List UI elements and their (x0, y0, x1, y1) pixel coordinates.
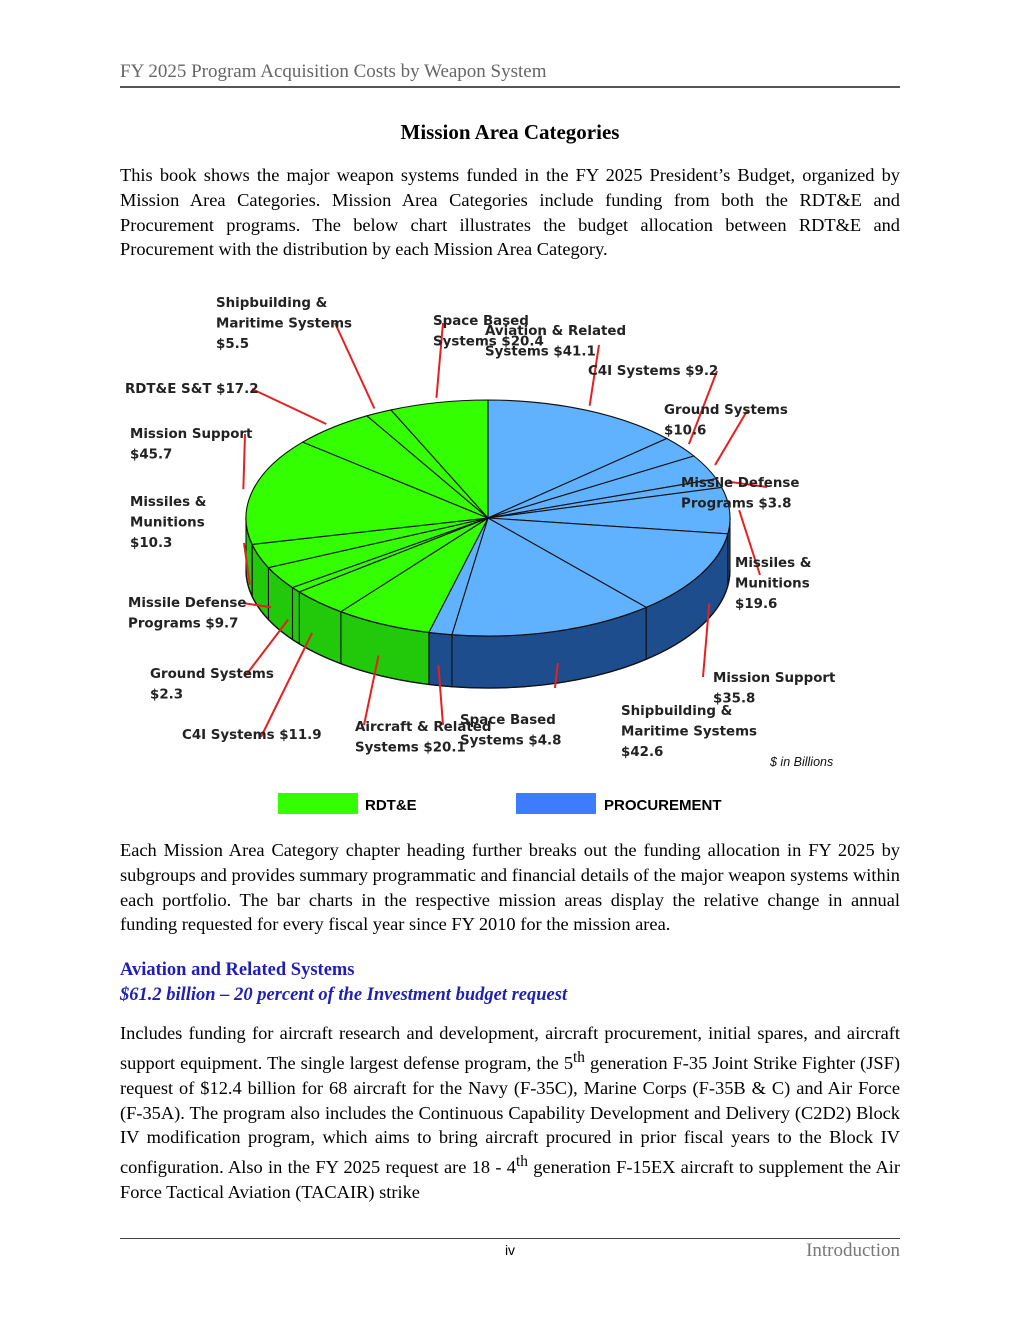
slice-label-rdtande-missiles-and-munitions: Missiles & Munitions $10.3 (130, 495, 207, 551)
leader-line-rdtande-c4i-systems (261, 633, 312, 737)
header-title: FY 2025 Program Acquisition Costs by Weapon System (120, 61, 547, 82)
footer-section-name: Introduction (806, 1240, 900, 1261)
slice-label-rdtande-aircraft-and-related-systems: Aircraft & Related Systems $20.1 (355, 720, 492, 756)
section-heading-block (120, 958, 900, 1008)
legend-label-procurement: PROCUREMENT (604, 797, 722, 814)
intro-paragraph: This book shows the major weapon systems funded in the FY 2025 President’s Budget, organized by Mission Area Categories. Mission Area Categories include funding from both the RDT&E and Procurement programs. The below chart illustrates the budget allocation between RDT&E and Procurement with the distribution by each Mission Area Category. (120, 165, 900, 260)
slice-label-rdtande-rdtande-sandt: RDT&E S&T $17.2 (125, 382, 259, 397)
legend-swatch-rdte (278, 793, 358, 814)
page-header (120, 60, 900, 88)
slice-label-procurement-ground-systems: Ground Systems $10.6 (664, 403, 788, 439)
leader-line-rdtande-shipbuilding-and-maritime-systems (335, 323, 374, 408)
slice-label-rdtande-space-based-systems: Space Based Systems $20.4 (433, 314, 544, 350)
slice-label-rdtande-c4i-systems: C4I Systems $11.9 (182, 728, 322, 743)
slice-label-rdtande-mission-support: Mission Support $45.7 (130, 427, 253, 463)
pie-top-slices (246, 400, 730, 636)
slice-label-procurement-aviation-and-related-systems: Aviation & Related Systems $41.1 (485, 324, 627, 360)
body-text-2: generation F-35 Joint Strike Fighter (JSF) request of $12.4 billion for 68 aircraft for the Navy (F-35C), Marine Corps (F-35B & C) and Air Force (F-35A). The program also includes the Continuous Capability Development and Delivery (C2D2) Block IV modification program, which aims to bring aircraft procured in prior fiscal years to the Block IV configuration. Also in the FY 2025 request are 18 - 4 (120, 1052, 901, 1178)
page-title: Mission Area Categories (400, 120, 620, 144)
slice-label-procurement-missiles-and-munitions: Missiles & Munitions $19.6 (735, 556, 812, 612)
slice-label-procurement-space-based-systems: Space Based Systems $4.8 (460, 713, 562, 749)
slice-label-rdtande-missile-defense-programs: Missile Defense Programs $9.7 (128, 596, 247, 632)
pie-side-rdtande-ground-systems (292, 588, 299, 644)
superscript-th-2: th (515, 1153, 528, 1171)
page-number: iv (504, 1242, 516, 1258)
legend-label-rdte: RDT&E (365, 797, 417, 814)
slice-label-procurement-shipbuilding-and-maritime-systems: Shipbuilding & Maritime Systems $42.6 (621, 704, 757, 760)
body-text-1: Includes funding for aircraft research and development, aircraft procurement, initial spares, and aircraft support equipment. The single largest defense program, the 5 (120, 1023, 900, 1073)
section-body (120, 1021, 900, 1205)
units-note: $ in Billions (770, 755, 834, 769)
slice-label-procurement-c4i-systems: C4I Systems $9.2 (588, 364, 719, 379)
paragraph-mission-areas: Each Mission Area Category chapter heading further breaks out the funding allocation in FY 2025 by subgroups and provides summary programmatic and financial details of the major weapon systems within each portfolio. The bar charts in the respective mission areas display the relative change in annual funding requested for every fiscal year since FY 2010 for the mission area. (120, 840, 900, 935)
legend-swatch-procurement (516, 793, 596, 814)
slice-label-rdtande-ground-systems: Ground Systems $2.3 (150, 667, 274, 703)
slice-label-procurement-mission-support: Mission Support $35.8 (713, 671, 836, 707)
leader-line-rdtande-mission-support (243, 434, 245, 489)
superscript-th-1: th (573, 1048, 585, 1066)
mission-area-pie-chart (115, 285, 905, 825)
slice-label-procurement-missile-defense-programs: Missile Defense Programs $3.8 (681, 476, 800, 512)
footer-rule (120, 1238, 900, 1239)
body-text-3: generation F-15EX aircraft to supplement the Air Force Tactical Aviation (TACAIR) strike (120, 1157, 900, 1203)
pie-chart-svg (115, 285, 905, 825)
section-heading: Aviation and Related Systems (120, 960, 355, 980)
slice-label-rdtande-shipbuilding-and-maritime-systems: Shipbuilding & Maritime Systems $5.5 (216, 296, 352, 352)
leader-line-procurement-ground-systems (715, 411, 747, 465)
leader-line-rdtande-rdtande-sandt (252, 389, 326, 424)
section-subheading: $61.2 billion – 20 percent of the Investment budget request (120, 985, 568, 1005)
